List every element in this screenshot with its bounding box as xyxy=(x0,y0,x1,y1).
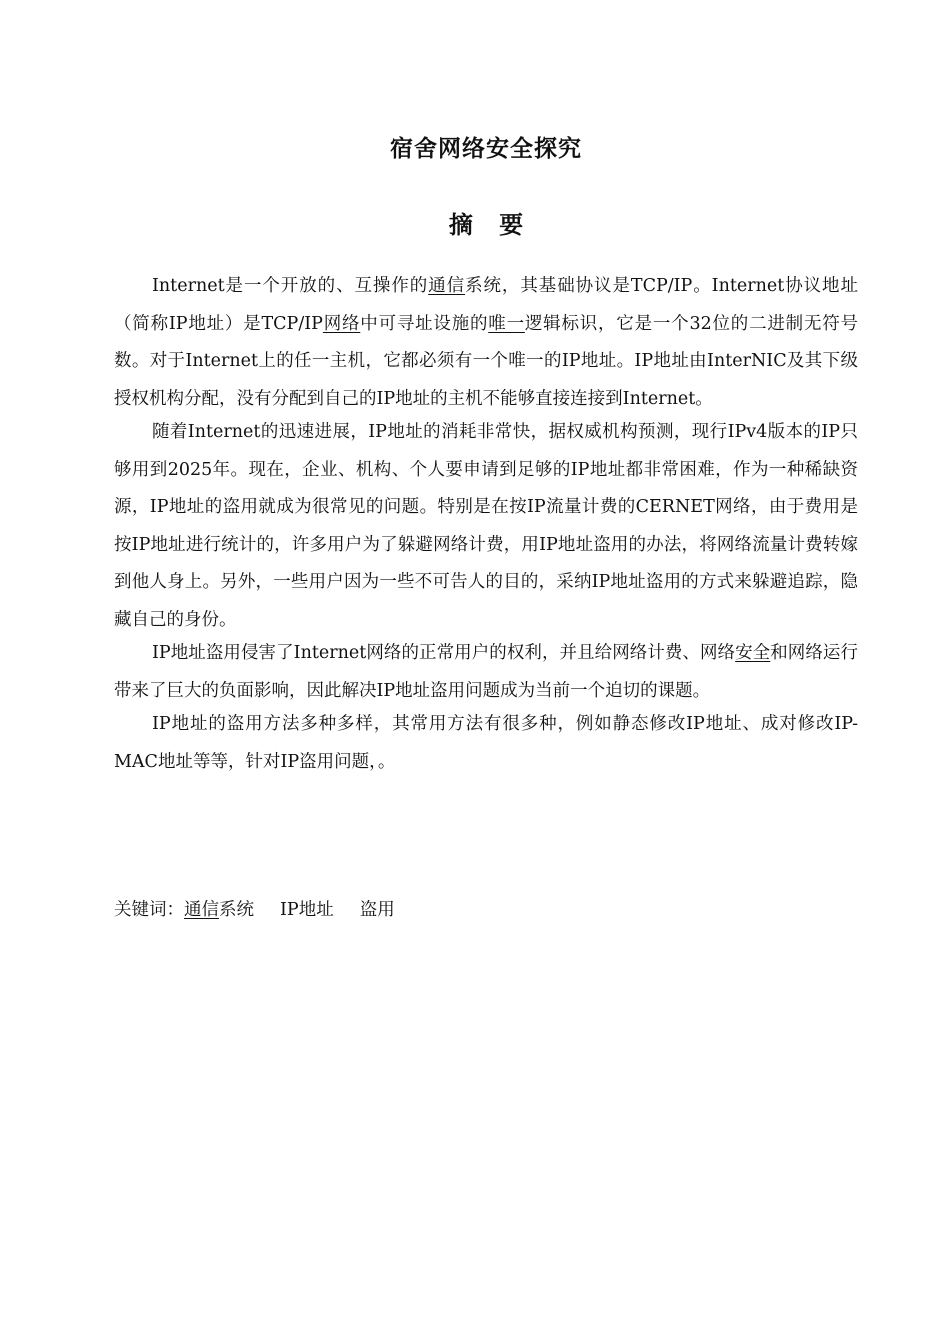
keywords-line xyxy=(114,895,395,925)
text-run: 和网络运行带来了巨大的负面影响，因此解决IP地址盗用问题成为当前一个迫切的课题。 xyxy=(114,643,858,701)
text-run: 逻辑标识，它是一个32位的二进制无符号数。对于Internet上的任一主机，它都必须有一个唯一的IP地址。IP地址由InterNIC及其下级授权机构分配，没有分配到自己的IP地址的主机不能够直接连接到Internet。 xyxy=(114,313,859,409)
abstract-heading: 摘 要 xyxy=(448,210,524,239)
text-run: 中可寻址设施的 xyxy=(360,313,489,334)
keyword: 系统 xyxy=(219,900,254,920)
underlined-term: 唯一 xyxy=(488,313,525,334)
text-run: Internet是一个开放的、互操作的 xyxy=(152,276,429,296)
underlined-term: 通信 xyxy=(428,276,466,296)
abstract-paragraph xyxy=(114,635,858,710)
abstract-paragraph xyxy=(114,414,858,639)
keywords-label: 关键词： xyxy=(114,900,184,920)
keyword: IP地址 xyxy=(280,900,334,920)
keyword-underlined: 通信 xyxy=(184,900,219,920)
underlined-term: 网络 xyxy=(322,313,361,334)
text-run: IP地址盗用侵害了Internet网络的正常用户的权利，并且给网络计费、网络 xyxy=(152,643,736,663)
text-run: 系统，其基础协议是TCP/IP。Internet协议地址（简称IP地址）是TCP/IP xyxy=(114,276,858,334)
text-run: 随着Internet的迅速进展，IP地址的消耗非常快，据权威机构预测，现行IPv4版本的IP只够用到2025年。现在，企业、机构、个人要申请到足够的IP地址都非常困难，作为一种稀缺资源，IP地址的盗用就成为很常见的问题。特别是在按IP流量计费的CERNET网络，由于费用是按IP地址进行统计的，许多用户为了躲避网络计费，用IP地址盗用的办法，将网络流量计费转嫁到他人身上。另外，一些用户因为一些不可告人的目的，采纳IP地址盗用的方式来躲避追踪，隐藏自己的身份。 xyxy=(114,422,858,630)
abstract-paragraph xyxy=(114,268,858,418)
underlined-term: 安全 xyxy=(735,643,771,663)
text-run: IP地址的盗用方法多种多样，其常用方法有很多种，例如静态修改IP地址、成对修改IP-MAC地址等等，针对IP盗用问题，。 xyxy=(114,714,858,772)
abstract-paragraph xyxy=(114,706,858,781)
keyword: 盗用 xyxy=(359,900,395,920)
document-title: 宿舍网络安全探究 xyxy=(390,135,582,162)
abstract-body xyxy=(114,268,858,781)
